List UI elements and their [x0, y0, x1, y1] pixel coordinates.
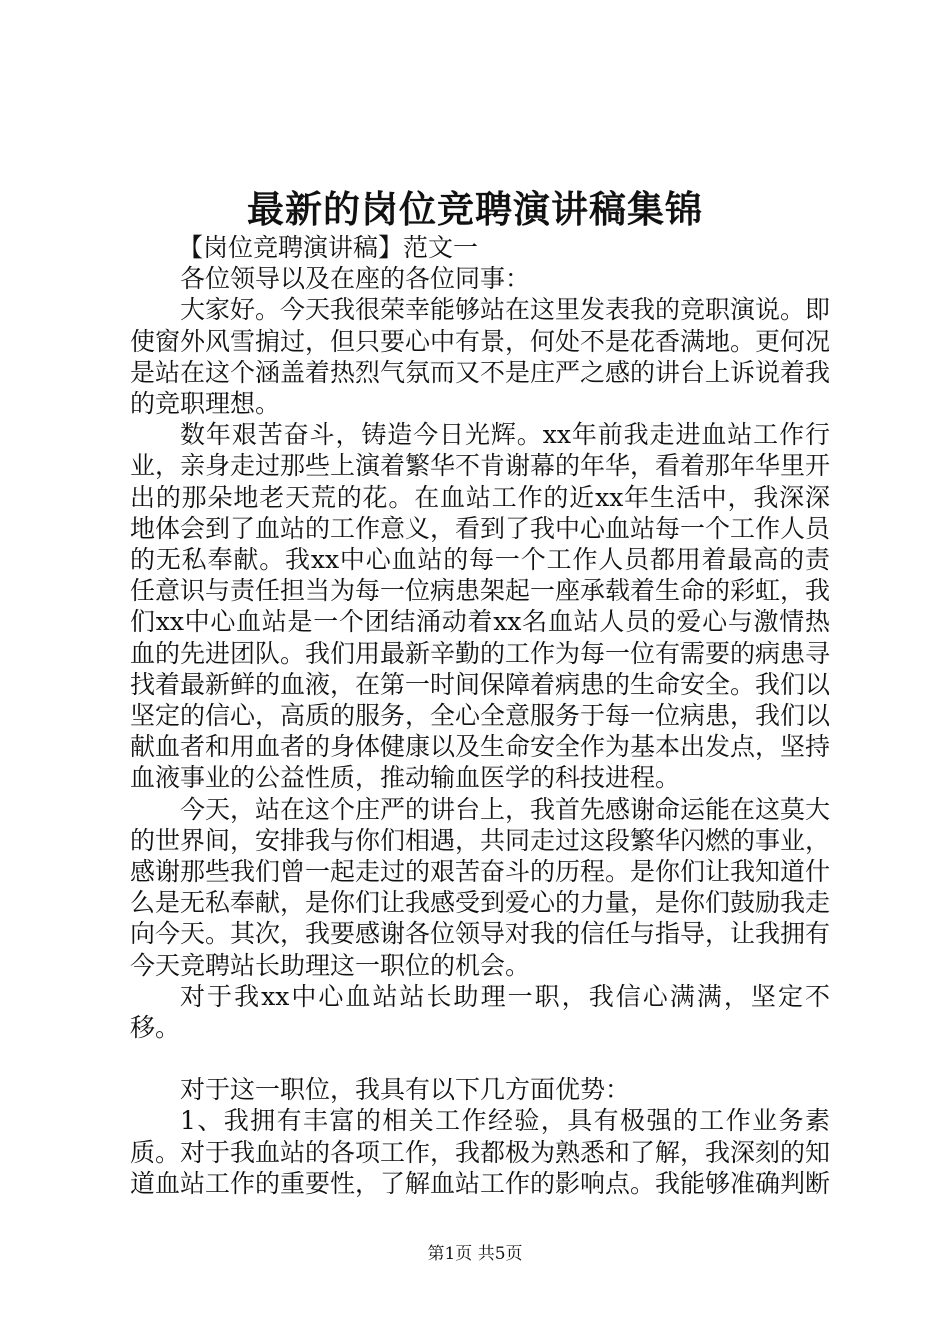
paragraph-experience: 数年艰苦奋斗，铸造今日光辉。xx年前我走进血站工作行业，亲身走过那些上演着繁华不肯谢幕的年华，看着那年华里开出的那朵地老天荒的花。在血站工作的近xx年生活中，我深深地体会到了血站的工作意义，看到了我中心血站每一个工作人员的无私奉献。我xx中心血站的每一个工作人员都用着最高的责任意识与责任担当为每一位病患架起一座承载着生命的彩虹，我们xx中心血站是一个团结涌动着xx名血站人员的爱心与激情热血的先进团队。我们用最新辛勤的工作为每一位有需要的病患寻找着最新鲜的血液，在第一时间保障着病患的生命安全。我们以坚定的信心，高质的服务，全心全意服务于每一位病患，我们以献血者和用血者的身体健康以及生命安全作为基本出发点，坚持血液事业的公益性质，推动输血医学的科技进程。: [130, 420, 831, 793]
paragraph-advantage-1: 1、我拥有丰富的相关工作经验，具有极强的工作业务素质。对于我血站的各项工作，我都极为熟悉和了解，我深刻的知道血站工作的重要性，了解血站工作的影响点。我能够准确判断: [130, 1106, 831, 1198]
section-heading: 【岗位竞聘演讲稿】范文一: [178, 233, 479, 262]
document-body: [130, 232, 830, 1199]
paragraph-confidence: 对于我xx中心血站站长助理一职，我信心满满，坚定不移。: [130, 981, 830, 1043]
page-footer: 第1页 共5页: [427, 1244, 523, 1264]
paragraph-gratitude: 今天，站在这个庄严的讲台上，我首先感谢命运能在这莫大的世界间，安排我与你们相遇，共同走过这段繁华闪燃的事业，感谢那些我们曾一起走过的艰苦奋斗的历程。是你们让我知道什么是无私奉献，是你们让我感受到爱心的力量，是你们鼓励我走向今天。其次，我要感谢各位领导对我的信任与指导，让我拥有今天竞聘站长助理这一职位的机会。: [130, 794, 831, 980]
paragraph-advantages-intro: 对于这一职位，我具有以下几方面优势：: [180, 1075, 631, 1105]
document-title: 最新的岗位竞聘演讲稿集锦: [247, 187, 703, 231]
paragraph-greeting: 大家好。今天我很荣幸能够站在这里发表我的竞职演说。即使窗外风雪掮过，但只要心中有景，何处不是花香满地。更何况是站在这个涵盖着热烈气氛而又不是庄严之感的讲台上诉说着我的竞职理想。: [130, 295, 831, 419]
paragraph-salutation: 各位领导以及在座的各位同事：: [180, 264, 531, 294]
